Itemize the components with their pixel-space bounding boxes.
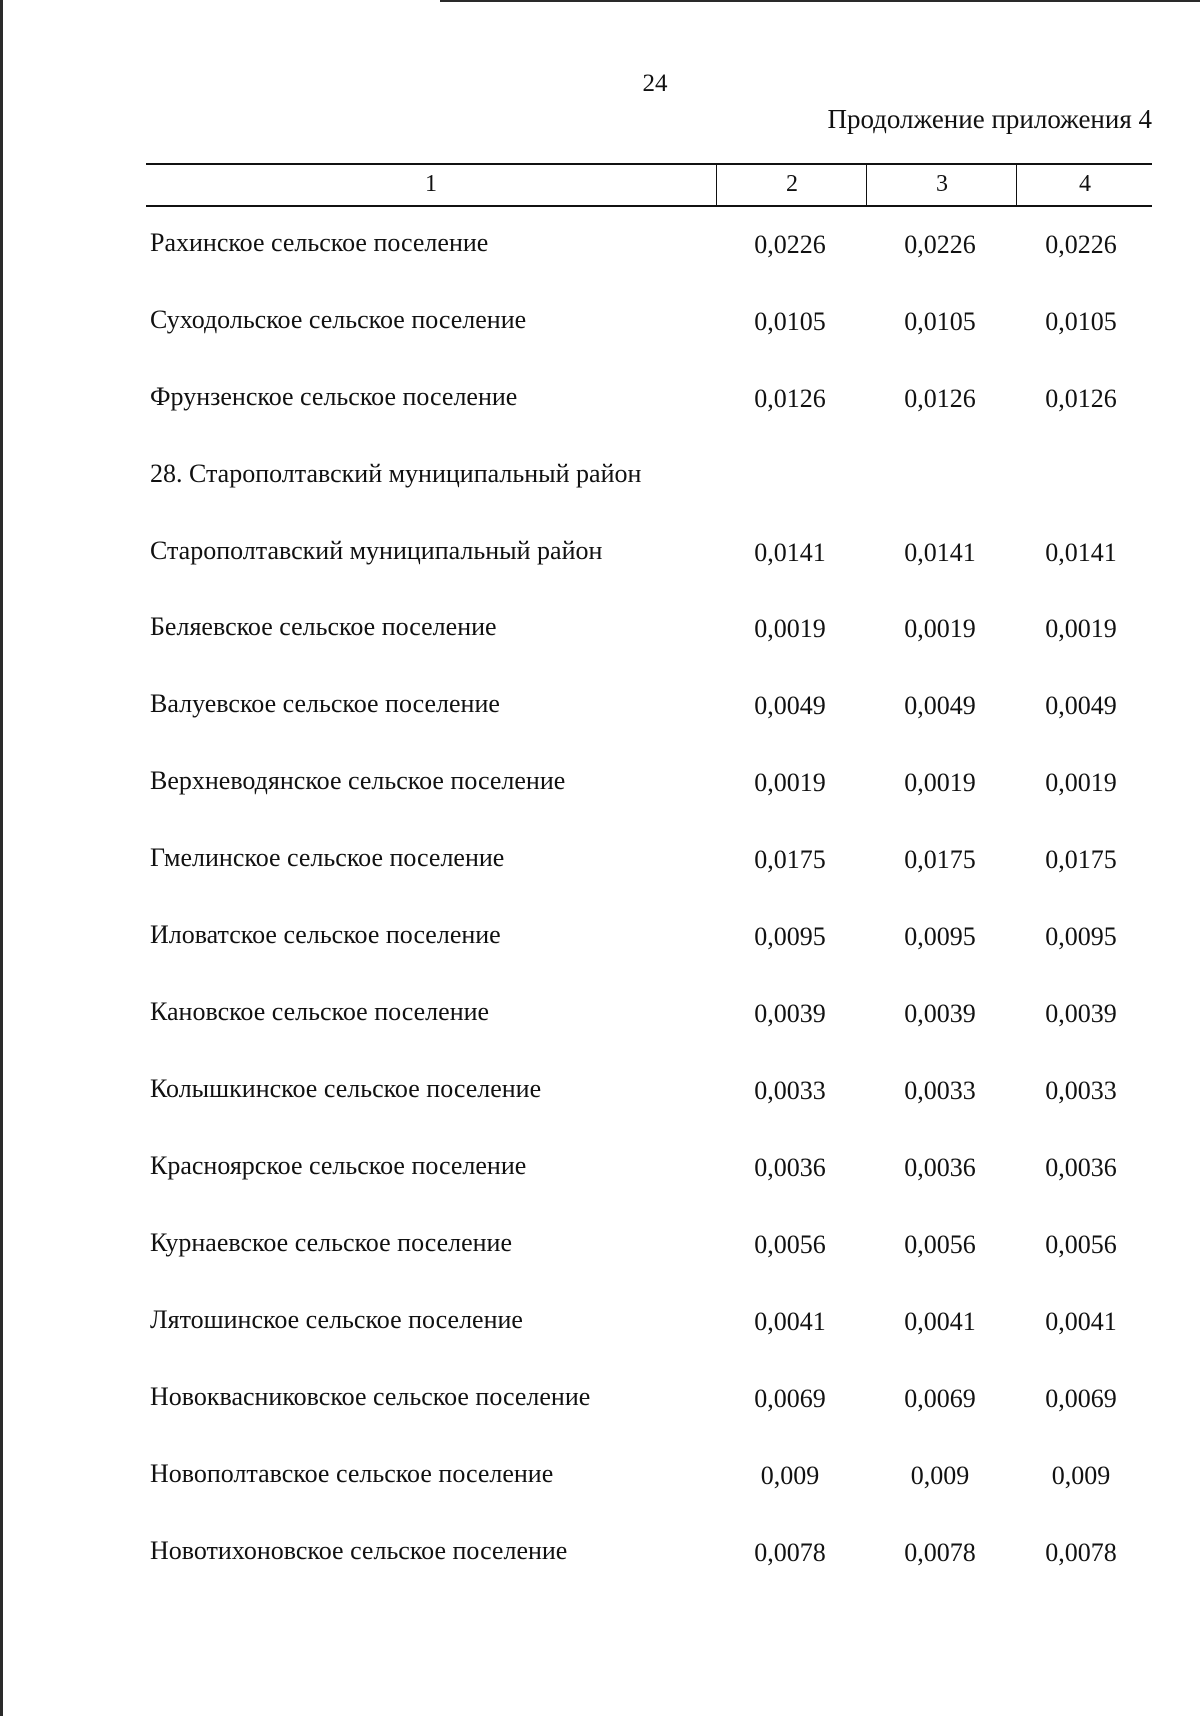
table-row bbox=[0, 1074, 1200, 1114]
row-name: Новоквасниковское сельское поселение bbox=[150, 1382, 591, 1411]
row-name: Новополтавское сельское поселение bbox=[150, 1459, 554, 1488]
row-value-col3: 0,0226 bbox=[904, 230, 976, 259]
row-value-col4: 0,0019 bbox=[1045, 614, 1117, 643]
row-value-col4: 0,0126 bbox=[1045, 384, 1117, 413]
row-value-col2: 0,0069 bbox=[754, 1384, 826, 1413]
row-value-col4: 0,0049 bbox=[1045, 691, 1117, 720]
row-value-col2: 0,0033 bbox=[754, 1076, 826, 1105]
row-value-col4: 0,0041 bbox=[1045, 1307, 1117, 1336]
table-row bbox=[0, 766, 1200, 806]
row-value-col4: 0,0033 bbox=[1045, 1076, 1117, 1105]
row-value-col4: 0,0175 bbox=[1045, 845, 1117, 874]
row-value-col3: 0,0033 bbox=[904, 1076, 976, 1105]
row-name: Беляевское сельское поселение bbox=[150, 612, 497, 641]
table-row bbox=[0, 612, 1200, 652]
header-col-3: 3 bbox=[866, 165, 1017, 205]
section-heading-row bbox=[0, 459, 1200, 499]
table-row bbox=[0, 1536, 1200, 1576]
row-value-col2: 0,0175 bbox=[754, 845, 826, 874]
row-value-col3: 0,0041 bbox=[904, 1307, 976, 1336]
table-row bbox=[0, 997, 1200, 1037]
row-value-col2: 0,0126 bbox=[754, 384, 826, 413]
row-value-col2: 0,0105 bbox=[754, 307, 826, 336]
table-row bbox=[0, 689, 1200, 729]
row-value-col4: 0,0141 bbox=[1045, 538, 1117, 567]
section-heading: 28. Старополтавский муниципальный район bbox=[150, 459, 642, 488]
row-name: Верхневодянское сельское поселение bbox=[150, 766, 566, 795]
row-value-col2: 0,0036 bbox=[754, 1153, 826, 1182]
row-value-col3: 0,0049 bbox=[904, 691, 976, 720]
row-value-col2: 0,0095 bbox=[754, 922, 826, 951]
row-value-col4: 0,0105 bbox=[1045, 307, 1117, 336]
row-value-col3: 0,0056 bbox=[904, 1230, 976, 1259]
row-name: Новотихоновское сельское поселение bbox=[150, 1536, 568, 1565]
row-name: Колышкинское сельское поселение bbox=[150, 1074, 542, 1103]
table-row bbox=[0, 382, 1200, 422]
row-name: Кановское сельское поселение bbox=[150, 997, 490, 1026]
table-row bbox=[0, 305, 1200, 345]
table-row bbox=[0, 920, 1200, 960]
row-value-col2: 0,0049 bbox=[754, 691, 826, 720]
header-col-1: 1 bbox=[425, 171, 437, 197]
row-value-col4: 0,0095 bbox=[1045, 922, 1117, 951]
row-name: Фрунзенское сельское поселение bbox=[150, 382, 518, 411]
row-name: Валуевское сельское поселение bbox=[150, 689, 500, 718]
row-value-col3: 0,0126 bbox=[904, 384, 976, 413]
row-value-col3: 0,0019 bbox=[904, 614, 976, 643]
row-value-col4: 0,0056 bbox=[1045, 1230, 1117, 1259]
header-col-4: 4 bbox=[1016, 165, 1153, 205]
table-row bbox=[0, 1228, 1200, 1268]
table-row bbox=[0, 1151, 1200, 1191]
table-row bbox=[0, 843, 1200, 883]
row-value-col4: 0,0036 bbox=[1045, 1153, 1117, 1182]
row-value-col3: 0,0036 bbox=[904, 1153, 976, 1182]
row-name: Гмелинское сельское поселение bbox=[150, 843, 505, 872]
row-value-col4: 0,0069 bbox=[1045, 1384, 1117, 1413]
row-value-col3: 0,0069 bbox=[904, 1384, 976, 1413]
table-row bbox=[0, 228, 1200, 268]
row-value-col3: 0,0141 bbox=[904, 538, 976, 567]
row-value-col4: 0,0226 bbox=[1045, 230, 1117, 259]
row-value-col4: 0,0078 bbox=[1045, 1538, 1117, 1567]
row-value-col2: 0,0078 bbox=[754, 1538, 826, 1567]
continuation-label: Продолжение приложения 4 bbox=[827, 104, 1152, 134]
row-value-col3: 0,0095 bbox=[904, 922, 976, 951]
table-row bbox=[0, 536, 1200, 576]
row-name: Суходольское сельское поселение bbox=[150, 305, 527, 334]
row-name: Красноярское сельское поселение bbox=[150, 1151, 527, 1180]
page-number: 24 bbox=[642, 70, 668, 97]
row-name: Иловатское сельское поселение bbox=[150, 920, 501, 949]
row-value-col2: 0,0041 bbox=[754, 1307, 826, 1336]
row-value-col3: 0,0175 bbox=[904, 845, 976, 874]
row-value-col4: 0,009 bbox=[1051, 1461, 1111, 1490]
row-value-col2: 0,0019 bbox=[754, 768, 826, 797]
row-value-col2: 0,0019 bbox=[754, 614, 826, 643]
row-value-col3: 0,0019 bbox=[904, 768, 976, 797]
row-value-col3: 0,0078 bbox=[904, 1538, 976, 1567]
row-value-col2: 0,0226 bbox=[754, 230, 826, 259]
header-col-2: 2 bbox=[716, 165, 867, 205]
row-name: Курнаевское сельское поселение bbox=[150, 1228, 512, 1257]
row-value-col4: 0,0019 bbox=[1045, 768, 1117, 797]
row-value-col4: 0,0039 bbox=[1045, 999, 1117, 1028]
row-name: Лятошинское сельское поселение bbox=[150, 1305, 523, 1334]
table-row bbox=[0, 1305, 1200, 1345]
row-value-col3: 0,0105 bbox=[904, 307, 976, 336]
row-value-col2: 0,0141 bbox=[754, 538, 826, 567]
row-name: Старополтавский муниципальный район bbox=[150, 536, 603, 565]
row-value-col2: 0,009 bbox=[760, 1461, 820, 1490]
row-value-col3: 0,009 bbox=[910, 1461, 970, 1490]
table-row bbox=[0, 1382, 1200, 1422]
row-value-col3: 0,0039 bbox=[904, 999, 976, 1028]
table-row bbox=[0, 1459, 1200, 1499]
row-value-col2: 0,0039 bbox=[754, 999, 826, 1028]
row-name: Рахинское сельское поселение bbox=[150, 228, 489, 257]
row-value-col2: 0,0056 bbox=[754, 1230, 826, 1259]
